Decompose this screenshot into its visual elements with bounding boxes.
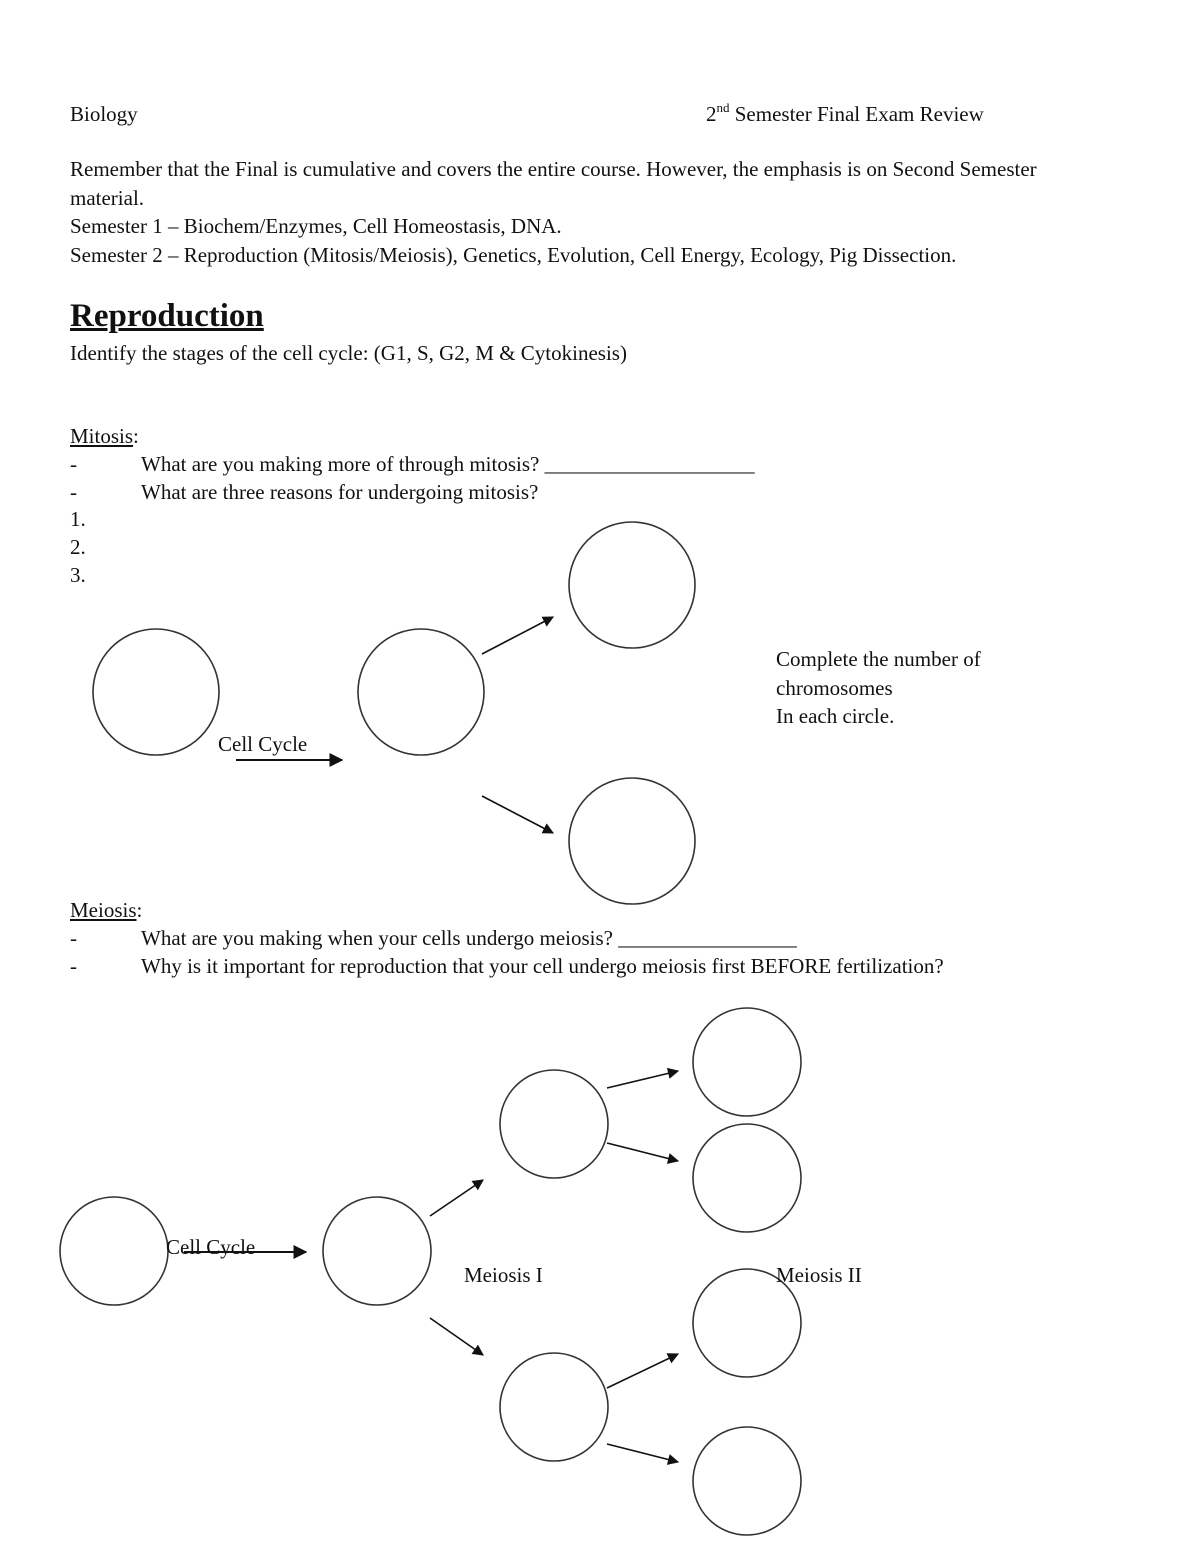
cell-cycle-prompt: Identify the stages of the cell cycle: (G1, S, G2, M & Cytokinesis)	[70, 341, 627, 365]
semester-2-topics: Semester 2 – Reproduction (Mitosis/Meiosis), Genetics, Evolution, Cell Energy, Ecology, Pig Dissection.	[70, 242, 957, 267]
semester-1-topics: Semester 1 – Biochem/Enzymes, Cell Homeostasis, DNA.	[70, 214, 562, 238]
bullet-dash: -	[70, 926, 77, 950]
mitosis-replicated-cell-circle[interactable]	[358, 629, 484, 755]
bullet-dash: -	[70, 452, 77, 476]
meiosis-2-cell-1-circle[interactable]	[693, 1008, 801, 1116]
meiosis-1-arrow-down	[430, 1318, 483, 1355]
mitosis-arrow-down	[482, 796, 553, 833]
mitosis-daughter-cell-2-circle[interactable]	[569, 778, 695, 904]
instruction-line-1: Complete the number of	[776, 647, 981, 671]
mitosis-question-2-text: What are three reasons for undergoing mitosis?	[141, 480, 539, 504]
bullet-dash: -	[70, 480, 77, 504]
bullet-dash: -	[70, 954, 77, 978]
meiosis-replicated-cell-circle[interactable]	[323, 1197, 431, 1305]
section-title-reproduction: Reproduction	[70, 298, 264, 334]
meiosis-diagram	[60, 1008, 801, 1535]
meiosis-cell-cycle-label: Cell Cycle	[166, 1235, 256, 1259]
meiosis-2-cell-2-circle[interactable]	[693, 1124, 801, 1232]
instruction-line-2: chromosomes	[776, 675, 893, 700]
meiosis-1-cell-bottom-circle[interactable]	[500, 1353, 608, 1461]
mitosis-heading-text: Mitosis	[70, 424, 134, 448]
mitosis-diagram	[93, 522, 695, 904]
title-ordinal-number: 2	[706, 102, 717, 126]
meiosis-2-label: Meiosis II	[776, 1263, 862, 1287]
mitosis-parent-cell-circle[interactable]	[93, 629, 219, 755]
meiosis-2-cell-4-circle[interactable]	[693, 1427, 801, 1535]
meiosis-question-2-text: Why is it important for reproduction that your cell undergo meiosis first BEFORE fertilization?	[141, 954, 944, 978]
meiosis-1-cell-top-circle[interactable]	[500, 1070, 608, 1178]
meiosis-1-label: Meiosis I	[464, 1263, 543, 1287]
mitosis-daughter-cell-1-circle[interactable]	[569, 522, 695, 648]
meiosis-heading-colon: :	[136, 898, 143, 922]
meiosis-1-arrow-up	[430, 1180, 483, 1216]
meiosis-2-arrow-2	[607, 1143, 678, 1161]
reason-number-2: 2.	[70, 535, 86, 559]
meiosis-parent-cell-circle[interactable]	[60, 1197, 168, 1305]
meiosis-2-arrow-1	[607, 1071, 678, 1088]
instruction-line-3: In each circle.	[776, 704, 895, 728]
subject-title: Biology	[70, 102, 138, 126]
intro-paragraph: Remember that the Final is cumulative and covers the entire course. However, the emphasis is on Second Semester material.	[70, 157, 1037, 210]
mitosis-heading-colon: :	[133, 424, 139, 448]
reason-number-3: 3.	[70, 563, 86, 587]
title-rest: Semester Final Exam Review	[729, 102, 984, 126]
mitosis-question-1-text: What are you making more of through mitosis? ____________________	[141, 452, 755, 476]
meiosis-2-arrow-3	[607, 1354, 678, 1388]
mitosis-arrow-up	[482, 617, 553, 654]
mitosis-cell-cycle-label: Cell Cycle	[218, 732, 308, 756]
meiosis-2-arrow-4	[607, 1444, 678, 1462]
reason-number-1: 1.	[70, 507, 86, 531]
meiosis-question-1-text: What are you making when your cells undergo meiosis? _________________	[141, 926, 797, 950]
title-ordinal-suffix: nd	[716, 100, 730, 115]
meiosis-heading-text: Meiosis	[70, 898, 137, 922]
